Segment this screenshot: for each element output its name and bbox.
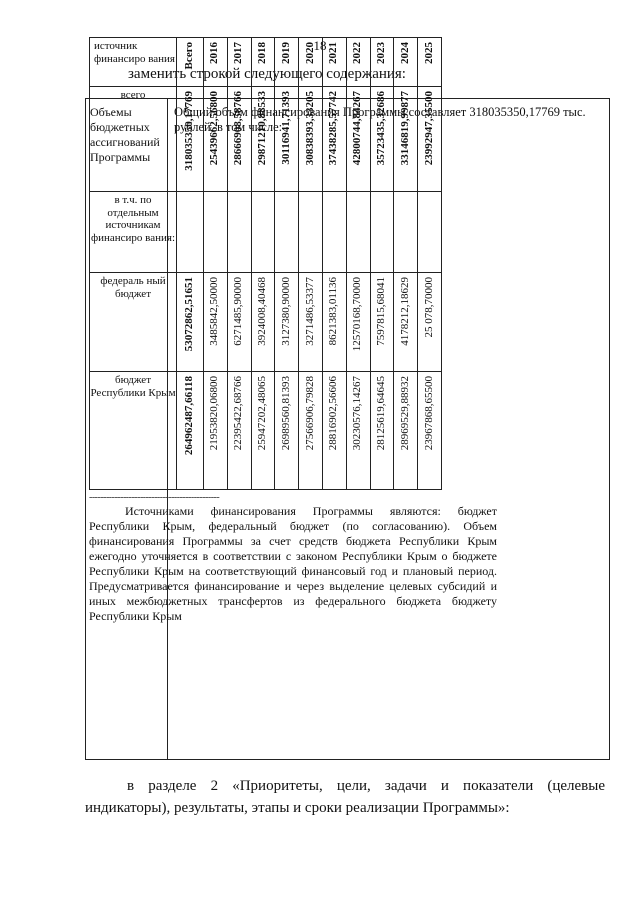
empty-cell: [299, 192, 323, 273]
row-label: федераль ный бюджет: [90, 273, 177, 372]
year-header-cell: [346, 38, 370, 87]
year-header-cell: [370, 38, 394, 87]
year-value-cell: [251, 87, 275, 192]
year-header-cell: [322, 38, 346, 87]
empty-cell: [418, 192, 442, 273]
year-value: 28125619,64645: [374, 376, 387, 451]
table-row-split: [90, 192, 442, 273]
year-value-cell: [346, 273, 370, 372]
year-header-cell: [251, 38, 275, 87]
year-value: 30230576,14267: [351, 376, 364, 451]
empty-cell: [251, 192, 275, 273]
empty-cell: [394, 192, 418, 273]
year-value-cell: [227, 87, 251, 192]
year-label: 2018: [255, 42, 268, 64]
total-value: 264962487,66118: [183, 376, 195, 456]
funding-section-label: Объемы бюджетных ассигнований Программы: [90, 105, 160, 164]
year-value-cell: [251, 273, 275, 372]
empty-cell: [370, 192, 394, 273]
year-value-cell: [204, 87, 228, 192]
year-value-cell: [275, 87, 299, 192]
row-label: в т.ч. по отдельным источникам финансиро вания:: [90, 192, 177, 273]
year-label: 2024: [398, 42, 411, 64]
year-value-cell: [204, 273, 228, 372]
total-cell: [177, 273, 204, 372]
year-value-cell: [299, 372, 323, 490]
year-value: 28666908,58766: [232, 91, 245, 166]
table-row-federal: [90, 273, 442, 372]
empty-cell: [204, 192, 228, 273]
year-label: 2021: [327, 42, 340, 64]
page-number: 18: [313, 38, 327, 53]
total-header-cell: [177, 38, 204, 87]
year-value-cell: [346, 87, 370, 192]
row-label: всего: [90, 87, 177, 192]
year-value-cell: [370, 273, 394, 372]
year-value-cell: [275, 372, 299, 490]
year-value: 35723435,32686: [374, 91, 387, 166]
year-header-cell: [204, 38, 228, 87]
total-header-label: Всего: [183, 42, 195, 70]
table-row-republic: [90, 372, 442, 490]
year-label: 2025: [422, 42, 435, 64]
year-value: 37438285,57742: [327, 91, 340, 166]
intro-text: заменить строкой следующего содержания:: [128, 66, 406, 82]
year-value: 33146819,99877: [398, 91, 411, 166]
year-value-cell: [275, 273, 299, 372]
empty-cell: [275, 192, 299, 273]
year-header-cell: [394, 38, 418, 87]
source-header-cell: источник финансиро вания: [90, 38, 177, 87]
year-value: 3271486,53377: [303, 277, 316, 346]
year-value: 7597815,68041: [374, 277, 387, 346]
year-value-cell: [322, 273, 346, 372]
year-value-cell: [370, 87, 394, 192]
total-cell: [177, 372, 204, 490]
year-value: 29871210,88533: [255, 91, 268, 166]
empty-cell: [346, 192, 370, 273]
total-cell: [177, 87, 204, 192]
table-row-total: [90, 87, 442, 192]
year-value: 8621383,01136: [327, 277, 340, 346]
empty-cell: [177, 192, 204, 273]
year-value-cell: [418, 273, 442, 372]
year-value: 4178212,18629: [398, 277, 411, 346]
year-value-cell: [251, 372, 275, 490]
year-label: 2022: [351, 42, 364, 64]
year-value: 12570168,70000: [351, 277, 364, 352]
row-label: бюджет Республики Крым: [90, 372, 177, 490]
total-value: 318035350,17769: [183, 91, 195, 171]
year-value-cell: [299, 87, 323, 192]
year-header-cell: [275, 38, 299, 87]
year-value-cell: [418, 372, 442, 490]
year-value: 27566906,79828: [303, 376, 316, 451]
year-value: 42800744,84267: [351, 91, 364, 166]
year-value-cell: [346, 372, 370, 490]
total-value: 53072862,51651: [183, 277, 195, 352]
year-label: 2019: [279, 42, 292, 64]
year-header-cell: [418, 38, 442, 87]
year-value: 25947202,48065: [255, 376, 268, 451]
separator-line: ----------------------------------------------: [89, 492, 220, 503]
year-value: 28969529,88932: [398, 376, 411, 451]
year-label: 2017: [232, 42, 245, 64]
year-value: 3485842,50000: [208, 277, 221, 346]
year-value: 6271485,90000: [232, 277, 245, 346]
year-value-cell: [227, 273, 251, 372]
year-value: 25439662,56800: [208, 91, 221, 166]
funding-sources-note: Источниками финансирования Программы являются: бюджет Республики Крым, федеральный бюджет (по согласованию). Объем финансирования Программы за счет средств бюджета Республики Крым ежегодно уточняется в соответствии с законом Республики Крым о бюджете Республики Крым на соответствующий финансовый год и плановый период. Предусматривается финансирование и через выделение целевых субсидий и иных межбюджетных трансфертов из федерального бюджета бюджету Республики Крым: [89, 504, 497, 623]
year-value: 3127380,90000: [279, 277, 292, 346]
year-value-cell: [370, 372, 394, 490]
year-header-cell: [227, 38, 251, 87]
year-value: 23992947,35500: [422, 91, 435, 166]
year-value: 3924008,40468: [255, 277, 268, 346]
year-value: 26989560,81393: [279, 376, 292, 451]
year-value: 22395422,68766: [232, 376, 245, 451]
year-label: 2016: [208, 42, 221, 64]
year-value-cell: [418, 87, 442, 192]
section-paragraph: в разделе 2 «Приоритеты, цели, задачи и показатели (целевые индикаторы), результаты, этапы и сроки реализации Программы»:: [85, 778, 605, 816]
year-value: 25 078,70000: [422, 277, 435, 338]
year-value-cell: [227, 372, 251, 490]
funding-table: [89, 37, 442, 490]
year-value: 23967868,65500: [422, 376, 435, 451]
year-label: 2020: [303, 42, 316, 64]
year-label: 2023: [374, 42, 387, 64]
empty-cell: [227, 192, 251, 273]
year-value-cell: [394, 87, 418, 192]
total-financing-statement: Общий объем финансирования Программы составляет 318035350,17769 тыс. рублей, в том числе:: [174, 105, 586, 134]
year-value: 28816902,56606: [327, 376, 340, 451]
year-value: 30116941,71393: [279, 91, 292, 165]
table-header-row: [90, 38, 442, 87]
year-value-cell: [204, 372, 228, 490]
year-value-cell: [322, 87, 346, 192]
year-value-cell: [394, 273, 418, 372]
year-value: 21953820,06800: [208, 376, 221, 451]
empty-cell: [322, 192, 346, 273]
year-value-cell: [299, 273, 323, 372]
year-value-cell: [322, 372, 346, 490]
year-value-cell: [394, 372, 418, 490]
year-header-cell: [299, 38, 323, 87]
year-value: 30838393,33205: [303, 91, 316, 166]
